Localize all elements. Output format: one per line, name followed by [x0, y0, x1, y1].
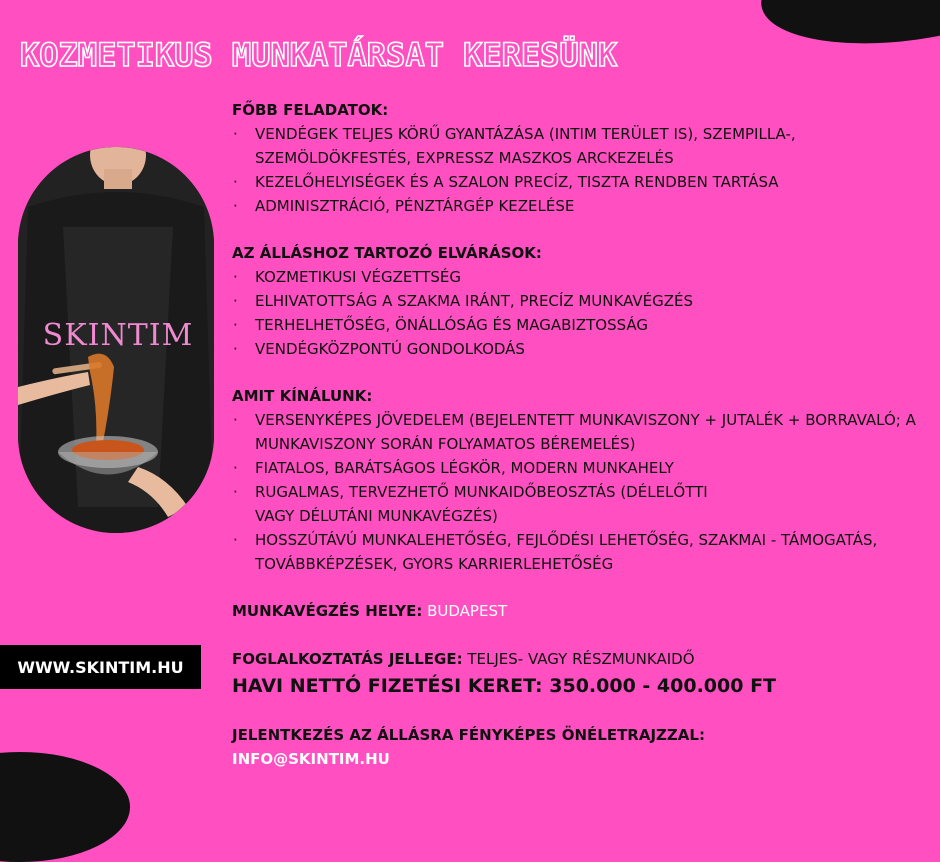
job-details — [232, 98, 922, 771]
location-line — [232, 599, 922, 623]
requirement-item: · KOZMETIKUSI VÉGZETTSÉG — [232, 265, 922, 289]
apply-email[interactable]: INFO@SKINTIM.HU — [232, 750, 390, 768]
employment-value: TELJES- VAGY RÉSZMUNKAIDŐ — [467, 650, 695, 668]
page-title: KOZMETIKUS MUNKATÁRSAT KERESÜNK — [20, 36, 618, 74]
employment-line — [232, 647, 922, 671]
requirements-heading: AZ ÁLLÁSHOZ TARTOZÓ ELVÁRÁSOK: — [232, 244, 542, 262]
cosmetician-photo — [18, 147, 214, 533]
employment-label: FOGLALKOZTATÁS JELLEGE: — [232, 650, 463, 668]
duty-item: · KEZELŐHELYISÉGEK ÉS A SZALON PRECÍZ, TISZTA RENDBEN TARTÁSA — [232, 170, 922, 194]
offer-item: · FIATALOS, BARÁTSÁGOS LÉGKÖR, MODERN MUNKAHELY — [232, 456, 922, 480]
duty-item: · ADMINISZTRÁCIÓ, PÉNZTÁRGÉP KEZELÉSE — [232, 194, 922, 218]
duties-heading: FŐBB FELADATOK: — [232, 101, 389, 119]
location-label: MUNKAVÉGZÉS HELYE: — [232, 602, 423, 620]
offer-item: · HOSSZÚTÁVÚ MUNKALEHETŐSÉG, FEJLŐDÉSI LEHETŐSÉG, SZAKMAI - TÁMOGATÁS, TOVÁBBKÉPZÉSEK, GYORS KARRIERLEHETŐSÉG — [232, 528, 922, 576]
requirement-item: · ELHIVATOTTSÁG A SZAKMA IRÁNT, PRECÍZ MUNKAVÉGZÉS — [232, 289, 922, 313]
apron-logo: SKINTIM — [42, 318, 194, 353]
offer-section — [232, 384, 922, 576]
website-badge[interactable]: WWW.SKINTIM.HU — [0, 645, 201, 689]
duty-item: · VENDÉGEK TELJES KÖRŰ GYANTÁZÁSA (INTIM TERÜLET IS), SZEMPILLA-, SZEMÖLDÖKFESTÉS, EXPRESSZ MASZKOS ARCKEZELÉS — [232, 122, 922, 170]
offer-heading: AMIT KÍNÁLUNK: — [232, 387, 373, 405]
decorative-blob-bottom — [0, 752, 130, 862]
offer-item: · RUGALMAS, TERVEZHETŐ MUNKAIDŐBEOSZTÁS (DÉLELŐTTI VAGY DÉLUTÁNI MUNKAVÉGZÉS) — [232, 480, 922, 528]
apply-label: JELENTKEZÉS AZ ÁLLÁSRA FÉNYKÉPES ÖNÉLETRAJZZAL: — [232, 726, 705, 744]
requirement-item: · TERHELHETŐSÉG, ÖNÁLLÓSÁG ÉS MAGABIZTOSSÁG — [232, 313, 922, 337]
requirements-section — [232, 241, 922, 361]
location-value: BUDAPEST — [427, 602, 508, 620]
requirement-item: · VENDÉGKÖZPONTÚ GONDOLKODÁS — [232, 337, 922, 361]
offer-item: · VERSENYKÉPES JÖVEDELEM (BEJELENTETT MUNKAVISZONY + JUTALÉK + BORRAVALÓ; A MUNKAVISZONY SORÁN FOLYAMATOS BÉREMELÉS) — [232, 408, 922, 456]
salary-line: HAVI NETTÓ FIZETÉSI KERET: 350.000 - 400.000 FT — [232, 675, 777, 697]
duties-section — [232, 98, 922, 218]
